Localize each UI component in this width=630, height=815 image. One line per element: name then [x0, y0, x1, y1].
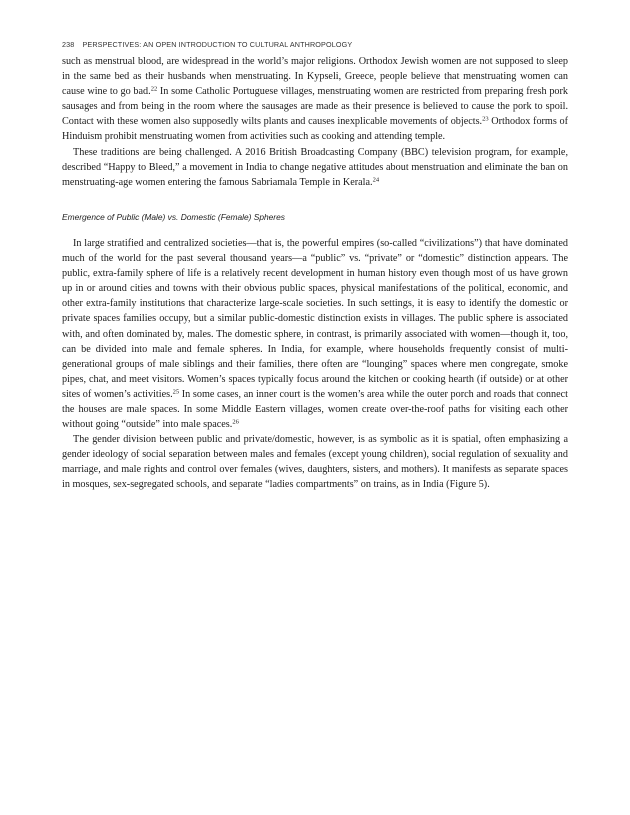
text-run: In some Catholic Portuguese villages, menstruating women are restricted from preparing fresh pork sausages and from being in the room where the sausages are made as their presence is believed to cause the pork to spoil. Contact with these women also supposedly wilts plants and causes inexplicable movements of objects.	[62, 86, 568, 128]
body-text	[62, 54, 568, 493]
paragraph	[62, 145, 568, 190]
text-run: In some cases, an inner court is the women’s area while the outer porch and roads that connect the houses are male spaces. In some Middle Eastern villages, women create over-the-roof paths for visiting each other without going “outside” into male spaces.	[62, 388, 568, 431]
text-run: The gender division between public and private/domestic, however, is as symbolic as it is spatial, often emphasizing a gender ideology of social separation between males and females (except young children), social regulation of sexuality and marriage, and male rights and control over females (wives, daughters, sisters, and mothers). It manifests as separate spaces in mosques, sex-segregated schools, and separate “ladies compartments” on trains, as in India (Figure 5).	[62, 434, 568, 491]
footnote-ref: 25	[172, 388, 180, 396]
paragraph	[62, 432, 568, 492]
footnote-ref: 23	[482, 115, 489, 123]
section-heading: Emergence of Public (Male) vs. Domestic (Female) Spheres	[62, 211, 285, 222]
text-run: Orthodox forms of Hinduism prohibit menstruating women from activities such as cooking and attending temple.	[62, 116, 568, 143]
book-title: PERSPECTIVES: AN OPEN INTRODUCTION TO CULTURAL ANTHROPOLOGY	[82, 40, 353, 49]
running-head	[62, 40, 352, 49]
footnote-ref: 22	[150, 85, 158, 93]
text-run: These traditions are being challenged. A 2016 British Broadcasting Company (BBC) television program, for example, described “Happy to Bleed,” a movement in India to change negative attitudes about menstruation and eliminate the ban on menstruating-age women entering the famous Sabriamala Temple in Kerala.	[62, 146, 568, 188]
text-run: such as menstrual blood, are widespread in the world’s major religions. Orthodox Jewish women are not supposed to sleep in the same bed as their husbands when menstruating. In Kypseli, Greece, people believe that menstruating women can cause wine to go bad.	[62, 56, 568, 98]
text-run: In large stratified and centralized societies—that is, the powerful empires (so-called “civilizations”) that have dominated much of the world for the past several thousand years—a “public” vs. “private” or “domestic” distinction appears. The public, extra-family sphere of life is a relatively recent development in human history even though most of us have grown up in or around cities and towns with their obvious public spaces, physical manifestations of the political, economic, and other extra-family institutions that characterize large-scale societies. In such settings, it is easy to identify the domestic or private spaces families occupy, but a similar public-domestic distinction exists in villages. The public sphere is associated with, and often dominated by, males. The domestic sphere, in contrast, is primarily associated with women—though it, too, can be divided into male and female spheres. In India, for example, where households frequently consist of multi-generational groups of male siblings and their families, there often are “lounging” spaces where men congregate, smoke pipes, chat, and meet visitors. Women’s spaces typically focus around the kitchen or cooking hearth (if outside) or at other sites of women’s activities.	[62, 237, 568, 400]
footnote-ref: 24	[372, 176, 380, 184]
paragraph	[62, 54, 568, 145]
footnote-ref: 26	[232, 418, 239, 426]
page-number: 238	[62, 40, 75, 49]
paragraph	[62, 236, 568, 432]
